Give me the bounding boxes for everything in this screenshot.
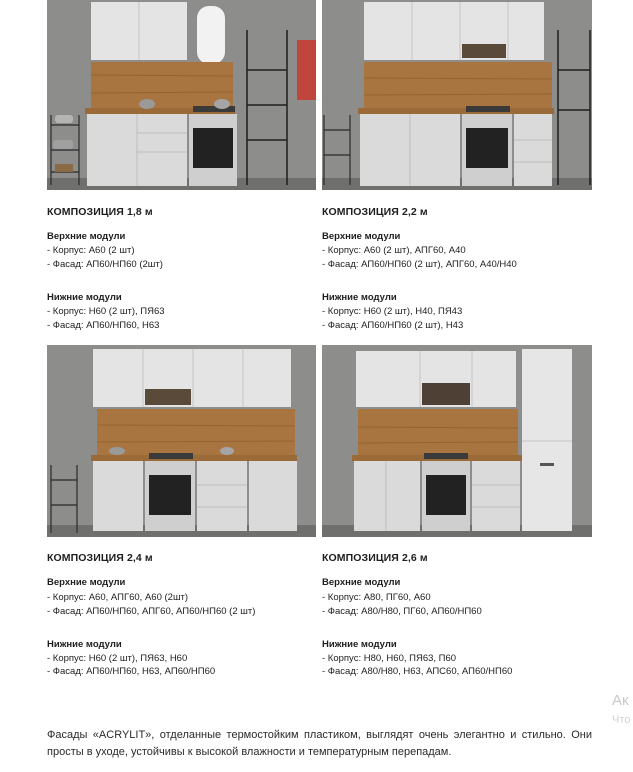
composition-4-lower-heading: Нижние модули — [322, 639, 397, 650]
composition-2-lower-line: - Фасад: АП60/НП60 (2 шт), Н43 — [322, 320, 464, 331]
composition-3-upper-line: - Корпус: А60, АПГ60, А60 (2шт) — [47, 592, 189, 603]
description-paragraph: Фасады «ACRYLIT», отделанные термостойким пластиком, выглядят очень элегантно и стильно. Они просты в уходе, устойчивы к высокой влажности и температурным перепадам. — [47, 729, 592, 758]
composition-3-title: КОМПОЗИЦИЯ 2,4 м — [47, 552, 153, 564]
composition-1-lower-line: - Фасад: АП60/НП60, Н63 — [47, 320, 160, 331]
composition-4-lower-line: - Фасад: А80/Н80, Н63, АПС60, АП60/НП60 — [322, 666, 513, 677]
composition-2-upper-line: - Фасад: АП60/НП60 (2 шт), АПГ60, А40/Н40 — [322, 259, 517, 270]
composition-2-lower-line: - Корпус: Н60 (2 шт), Н40, ПЯ43 — [322, 306, 463, 317]
kitchen-photo-2-4m — [47, 345, 316, 537]
composition-4-upper-heading: Верхние модули — [322, 577, 401, 588]
composition-1-lower-heading: Нижние модули — [47, 292, 122, 303]
composition-2-lower-heading: Нижние модули — [322, 292, 397, 303]
composition-1-upper-line: - Фасад: АП60/НП60 (2шт) — [47, 259, 163, 270]
composition-3-lower-line: - Корпус: Н60 (2 шт), ПЯ63, Н60 — [47, 653, 188, 664]
composition-4-title: КОМПОЗИЦИЯ 2,6 м — [322, 552, 428, 564]
composition-3-lower-line: - Фасад: АП60/НП60, Н63, АП60/НП60 — [47, 666, 216, 677]
kitchen-photo-2-6m — [322, 345, 592, 537]
composition-2-upper-heading: Верхние модули — [322, 231, 401, 242]
cutoff-text-line1: Ак — [612, 692, 629, 709]
composition-3-upper-heading: Верхние модули — [47, 577, 126, 588]
composition-1-title: КОМПОЗИЦИЯ 1,8 м — [47, 206, 153, 218]
composition-4-upper-line: - Фасад: А80/Н80, ПГ60, АП60/НП60 — [322, 606, 482, 617]
composition-3-lower-heading: Нижние модули — [47, 639, 122, 650]
composition-3-upper-line: - Фасад: АП60/НП60, АПГ60, АП60/НП60 (2 шт) — [47, 606, 256, 617]
composition-1-upper-line: - Корпус: А60 (2 шт) — [47, 245, 135, 256]
composition-2-title: КОМПОЗИЦИЯ 2,2 м — [322, 206, 428, 218]
cutoff-text-line2: Что — [612, 714, 631, 726]
composition-1-upper-heading: Верхние модули — [47, 231, 126, 242]
composition-1-lower-line: - Корпус: Н60 (2 шт), ПЯ63 — [47, 306, 165, 317]
composition-4-lower-line: - Корпус: Н80, Н60, ПЯ63, П60 — [322, 653, 457, 664]
kitchen-photo-1-8m — [47, 0, 316, 190]
composition-4-upper-line: - Корпус: А80, ПГ60, А60 — [322, 592, 431, 603]
composition-2-upper-line: - Корпус: А60 (2 шт), АПГ60, А40 — [322, 245, 466, 256]
kitchen-photo-2-2m — [322, 0, 592, 190]
